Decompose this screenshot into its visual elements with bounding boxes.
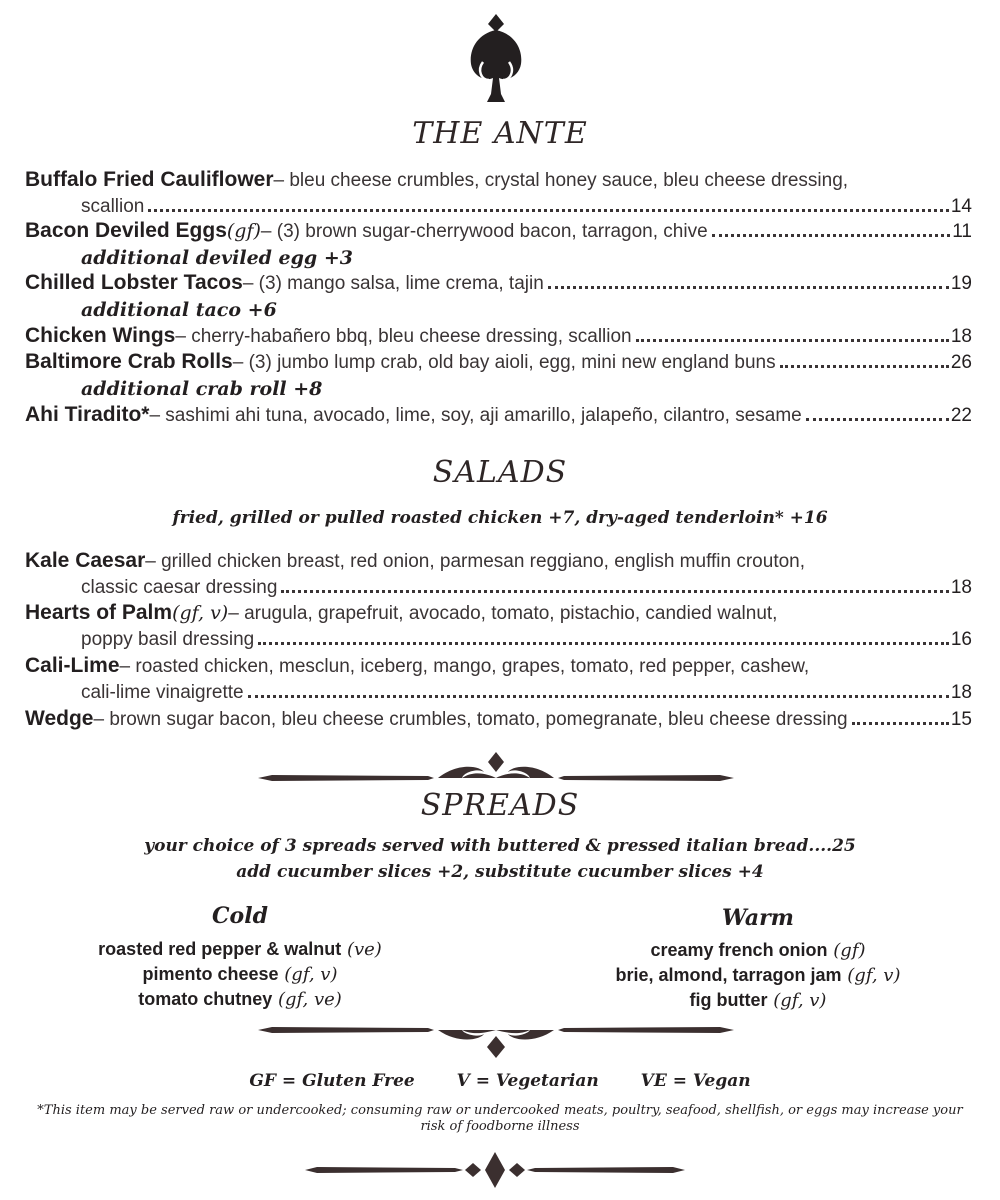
item-description: – arugula, grapefruit, avocado, tomato, pistachio, candied walnut, [228,603,778,624]
raw-food-disclaimer: *This item may be served raw or undercooked; consuming raw or undercooked meats, poultry, seafood, shellfish, or eggs may increase your risk of foodborne illness [37,1103,963,1134]
leader-dots [712,234,951,237]
menu-item-cali-lime [25,653,972,706]
addon-deviled-egg: additional deviled egg +3 [81,247,353,269]
menu-item-lobster-tacos [25,270,972,297]
section-title-spreads: SPREADS [420,788,580,823]
spread-item: roasted red pepper & walnut (ve) [98,939,382,960]
section-title-salads: SALADS [432,455,568,490]
leader-dots [148,209,948,212]
item-name: Buffalo Fried Cauliflower [25,168,274,191]
item-price: 22 [950,405,972,426]
item-price: 19 [950,273,972,294]
spread-item: pimento cheese (gf, v) [142,964,338,985]
spreads-note: your choice of 3 spreads served with buttered & pressed italian bread....25 [144,836,856,856]
legend-gf: GF = Gluten Free [249,1071,415,1091]
flourish-divider-icon [258,748,734,786]
leader-dots [548,286,949,289]
item-price: 14 [950,196,972,217]
menu-item-kale-caesar [25,548,972,601]
diamond-divider-icon [305,1150,685,1190]
item-price: 18 [950,577,972,598]
item-price: 15 [950,709,972,730]
menu-item-deviled-eggs [25,218,972,245]
leader-dots [636,339,949,342]
item-description-cont: scallion [81,196,145,217]
leader-dots [258,642,949,645]
item-description: – (3) mango salsa, lime crema, tajin [242,273,544,294]
item-name: Chilled Lobster Tacos [25,271,243,294]
item-description: – (3) brown sugar-cherrywood bacon, tarragon, chive [260,221,708,242]
item-name: Bacon Deviled Eggs [25,219,227,242]
salads-addon-note: fried, grilled or pulled roasted chicken +7, dry-aged tenderloin* +16 [172,508,828,528]
legend-ve: VE = Vegan [640,1071,751,1091]
menu-item-chicken-wings [25,323,972,350]
item-description: – brown sugar bacon, bleu cheese crumbles, tomato, pomegranate, bleu cheese dressing [93,709,848,730]
spread-item: creamy french onion (gf) [650,940,866,961]
item-description: – grilled chicken breast, red onion, parmesan reggiano, english muffin crouton, [145,551,806,572]
menu-item-ahi-tiradito [25,402,972,429]
leader-dots [780,365,949,368]
spreads-cucumber-note: add cucumber slices +2, substitute cucumber slices +4 [236,862,764,882]
menu-item-hearts-of-palm [25,600,972,653]
spread-item: brie, almond, tarragon jam (gf, v) [615,965,901,986]
item-description: – roasted chicken, mesclun, iceberg, mango, grapes, tomato, red pepper, cashew, [119,656,810,677]
spade-crest-logo [467,12,525,104]
item-name: Hearts of Palm [25,601,173,624]
leader-dots [806,418,949,421]
legend-v: V = Vegetarian [456,1071,599,1091]
item-price: 26 [950,352,972,373]
item-name: Wedge [25,707,94,730]
diet-legend [0,1071,1000,1091]
item-name: Baltimore Crab Rolls [25,350,233,373]
item-description: – bleu cheese crumbles, crystal honey sauce, bleu cheese dressing, [273,170,849,191]
section-title-ante: THE ANTE [412,116,588,151]
item-price: 18 [950,326,972,347]
item-description-cont: cali-lime vinaigrette [81,682,244,703]
spread-item: fig butter (gf, v) [689,990,827,1011]
item-price: 11 [952,221,972,242]
item-diet-tag: (gf) [226,220,261,242]
leader-dots [248,695,949,698]
leader-dots [281,590,948,593]
item-name: Cali-Lime [25,654,120,677]
cold-spreads-list [60,937,420,1012]
addon-crab-roll: additional crab roll +8 [81,378,323,400]
warm-spreads-list [578,938,938,1013]
item-diet-tag: (gf, v) [172,602,229,624]
item-description-cont: poppy basil dressing [81,629,255,650]
item-name: Chicken Wings [25,324,176,347]
item-price: 16 [950,629,972,650]
leader-dots [852,722,949,725]
flourish-divider-icon [258,1022,734,1062]
item-description-cont: classic caesar dressing [81,577,278,598]
menu-item-crab-rolls [25,349,972,376]
item-description: – (3) jumbo lump crab, old bay aioli, egg, mini new england buns [232,352,776,373]
item-description: – cherry-habañero bbq, bleu cheese dressing, scallion [175,326,632,347]
item-name: Ahi Tiradito* [25,403,150,426]
addon-taco: additional taco +6 [81,299,277,321]
menu-item-wedge [25,706,972,733]
warm-column-title: Warm [722,905,794,931]
cold-column-title: Cold [212,903,268,929]
item-description: – sashimi ahi tuna, avocado, lime, soy, aji amarillo, jalapeño, cilantro, sesame [149,405,802,426]
spread-item: tomato chutney (gf, ve) [138,989,342,1010]
menu-item-buffalo-cauliflower [25,167,972,220]
item-price: 18 [950,682,972,703]
item-name: Kale Caesar [25,549,146,572]
